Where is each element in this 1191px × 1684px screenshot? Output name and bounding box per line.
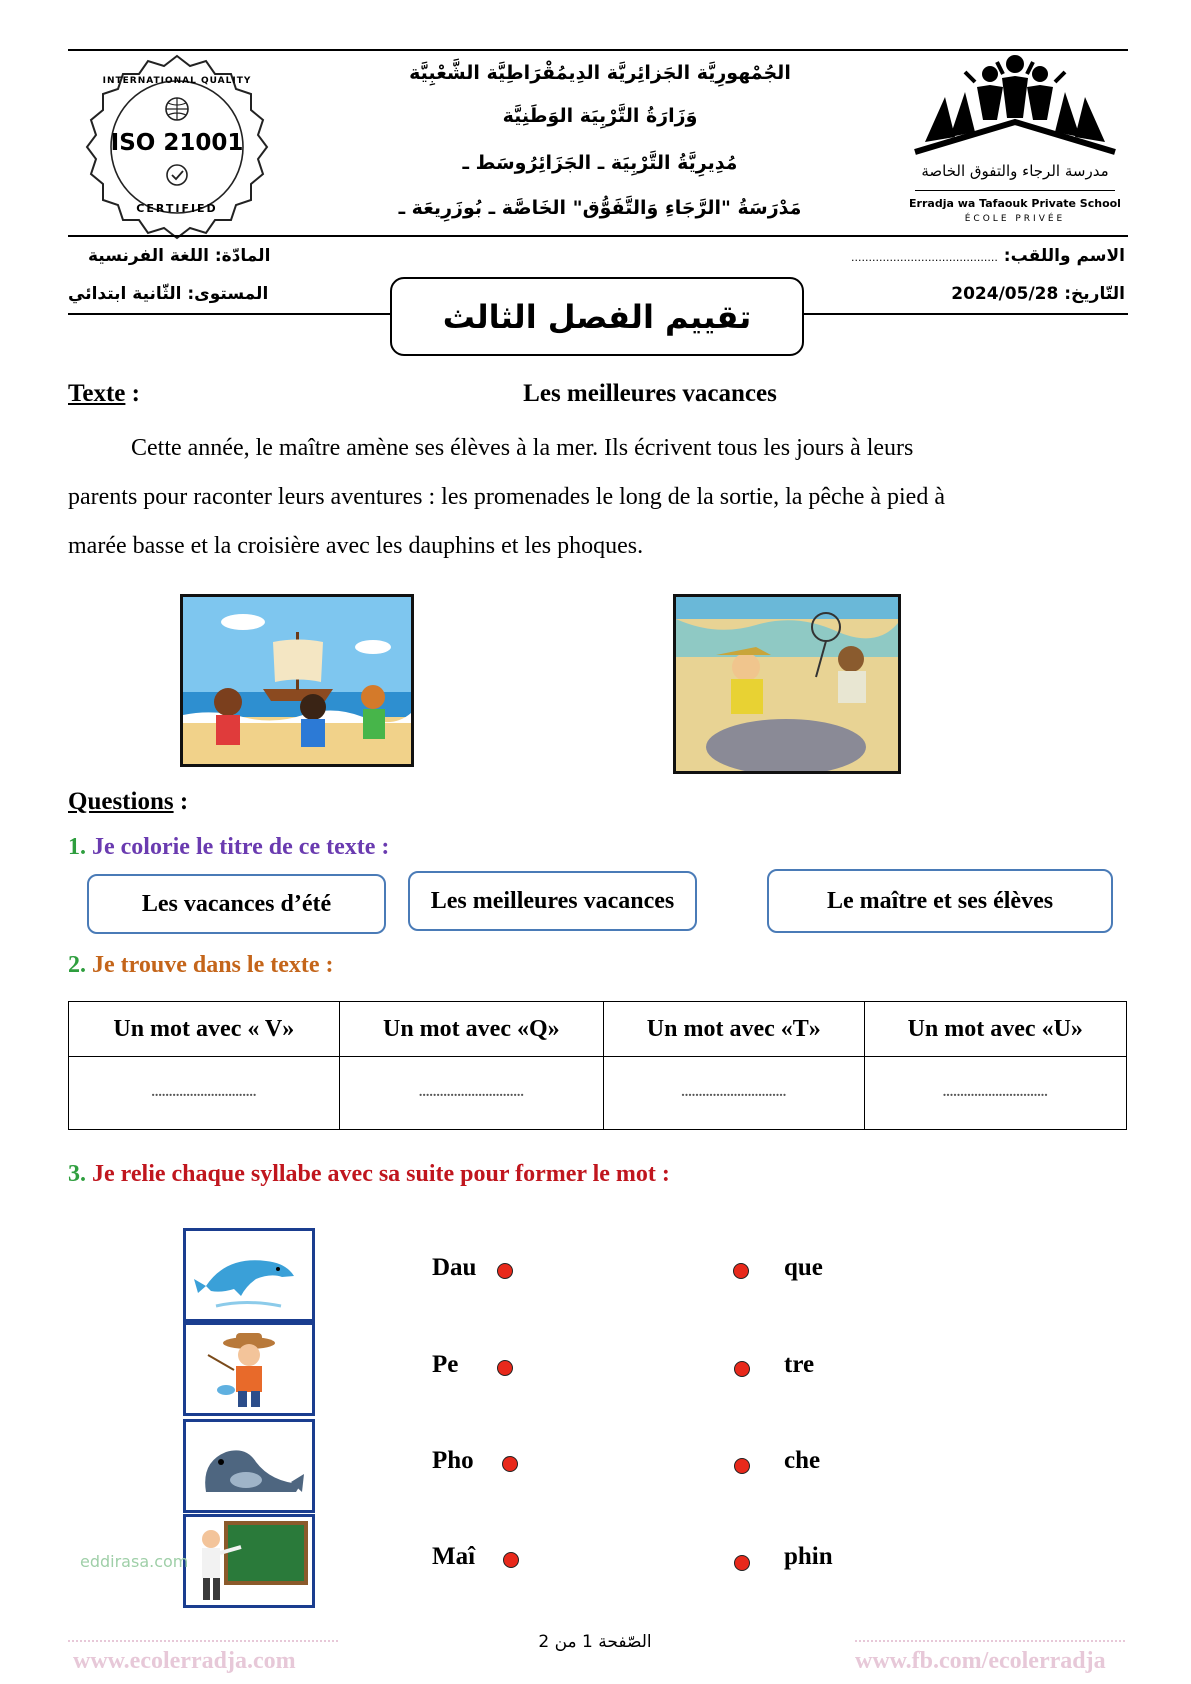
text-line-1: Cette année, le maître amène ses élèves à la mer. Ils écrivent tous les jours à leurs — [131, 435, 914, 461]
text-line-2: parents pour raconter leurs aventures : les promenades le long de la sortie, la pêche à pied à — [68, 484, 945, 510]
logo-arabic: مدرسة الرجاء والتفوق الخاصة — [921, 162, 1109, 180]
top-rule — [68, 49, 1128, 51]
dolphin-picture — [183, 1228, 315, 1322]
name-dots: .......................................... — [851, 251, 998, 264]
page-number: الصّفحة 1 من 2 — [538, 1632, 652, 1652]
text-line-3: marée basse et la croisière avec les dauphins et les phoques. — [68, 533, 644, 559]
beach-ship-picture — [180, 594, 414, 767]
answer-q[interactable]: .............................. — [339, 1057, 603, 1130]
choice-vacances-ete[interactable]: Les vacances d’été — [87, 874, 386, 934]
watermark-text: eddirasa.com — [80, 1552, 189, 1571]
ministry-line: وَزَارَةُ التَّرْبِيَة الوَطَنِيَّة — [502, 105, 698, 127]
iso-21001-badge — [82, 52, 272, 242]
text-title: Les meilleures vacances — [523, 380, 777, 407]
text-body — [68, 424, 1128, 571]
date-field — [951, 284, 1125, 304]
iso-bottom-text: CERTIFIED — [136, 202, 218, 215]
date-label: التّاريخ: — [1064, 284, 1125, 304]
right-dot-que[interactable] — [733, 1263, 749, 1279]
footer-facebook[interactable]: www.fb.com/ecolerradja — [855, 1648, 1106, 1674]
left-dot-pe[interactable] — [497, 1360, 513, 1376]
header-u: Un mot avec «U» — [864, 1002, 1126, 1057]
school-logo — [905, 52, 1125, 232]
teacher-picture — [183, 1514, 315, 1608]
questions-label: Questions : — [68, 788, 189, 815]
header-t: Un mot avec «T» — [604, 1002, 864, 1057]
left-syllable-mai: Maî — [432, 1543, 476, 1570]
answer-t[interactable]: .............................. — [604, 1057, 864, 1130]
fisherman-picture — [183, 1322, 315, 1416]
level-field: المستوى: الثّانية ابتدائي — [68, 284, 269, 304]
name-label: الاسم واللقب: — [1003, 246, 1125, 266]
right-syllable-que: que — [784, 1254, 823, 1281]
exam-title: تقييم الفصل الثالث — [390, 277, 804, 356]
q3-title: 3. Je relie chaque syllabe avec sa suite pour former le mot : — [68, 1161, 670, 1187]
q1-title: 1. Je colorie le titre de ce texte : — [68, 834, 390, 860]
answer-u[interactable]: .............................. — [864, 1057, 1126, 1130]
left-syllable-pho: Pho — [432, 1447, 474, 1474]
header-v: Un mot avec « V» — [69, 1002, 340, 1057]
header-rule — [68, 235, 1128, 237]
date-value: 2024/05/28 — [951, 284, 1059, 304]
left-dot-mai[interactable] — [503, 1552, 519, 1568]
right-syllable-che: che — [784, 1447, 821, 1474]
right-dot-phin[interactable] — [734, 1555, 750, 1571]
school-line: مَدْرَسَةُ "الرَّجَاءِ وَالتَّفَوُّق" الخَاصَّة ـ بُوزَرِيعَة ـ — [398, 197, 802, 219]
header-q: Un mot avec «Q» — [339, 1002, 603, 1057]
iso-code: ISO 21001 — [110, 130, 244, 156]
choice-meilleures-vacances[interactable]: Les meilleures vacances — [408, 871, 697, 931]
left-dot-pho[interactable] — [502, 1456, 518, 1472]
seal-picture — [183, 1419, 315, 1513]
iso-top-text: INTERNATIONAL QUALITY — [102, 76, 252, 86]
directorate-line: مُدِيرِيَّةُ التَّرْبِيَة ـ الجَزَائِرُوسَط ـ — [462, 152, 738, 174]
fishing-picture — [673, 594, 901, 774]
right-syllable-phin: phin — [784, 1543, 833, 1570]
text-label: Texte : — [68, 380, 140, 407]
left-dot-dau[interactable] — [497, 1263, 513, 1279]
q2-title: 2. Je trouve dans le texte : — [68, 952, 334, 978]
answer-v[interactable]: .............................. — [69, 1057, 340, 1130]
choice-maitre-eleves[interactable]: Le maître et ses élèves — [767, 869, 1113, 933]
subject-field: المادّة: اللغة الفرنسية — [88, 246, 271, 266]
words-table — [68, 1001, 1127, 1130]
name-field — [851, 246, 1125, 266]
left-syllable-dau: Dau — [432, 1254, 477, 1281]
right-syllable-tre: tre — [784, 1351, 815, 1378]
right-dot-tre[interactable] — [734, 1361, 750, 1377]
right-dot-che[interactable] — [734, 1458, 750, 1474]
logo-sub: ÉCOLE PRIVÉE — [964, 214, 1066, 224]
logo-latin: Erradja wa Tafaouk Private School — [909, 197, 1121, 210]
republic-line: الجُمْهورِيَّة الجَزائِريَّة الدِيمُقْرَاطِيَّة الشَّعْبِيَّة — [409, 62, 791, 84]
footer-website[interactable]: www.ecolerradja.com — [73, 1648, 296, 1674]
left-syllable-pe: Pe — [432, 1351, 459, 1378]
